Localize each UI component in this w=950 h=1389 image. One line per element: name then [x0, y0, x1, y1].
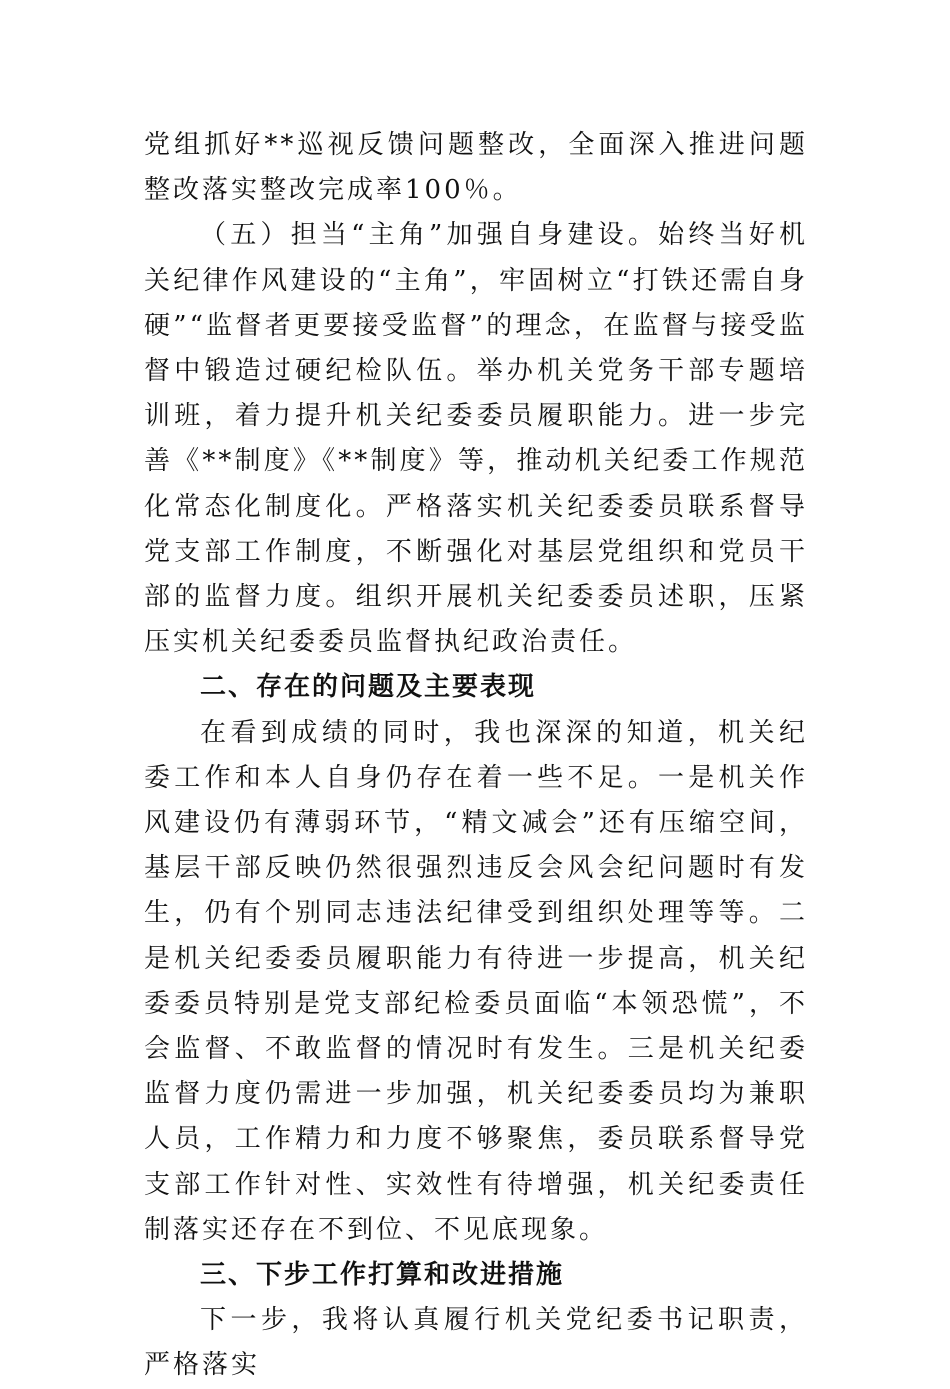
next-steps-paragraph: 下一步，我将认真履行机关党纪委书记职责，严格落实	[144, 1305, 808, 1381]
section-five-paragraph: （五）担当“主角”加强自身建设。始终当好机关纪律作风建设的“主角”，牢固树立“打铁还需自身硬”“监督者更要接受监督”的理念，在监督与接受监督中锻造过硬纪检队伍。举办机关党务干部专题培训班，着力提升机关纪委委员履职能力。进一步完善《**制度》《**制度》等，推动机关纪委工作规范化常态化制度化。严格落实机关纪委委员联系督导党支部工作制度，不断强化对基层党组织和党员干部的监督力度。组织开展机关纪委委员述职，压紧压实机关纪委委员监督执纪政治责任。	[144, 220, 808, 658]
section-three-heading: 三、下步工作打算和改进措施	[200, 1260, 565, 1291]
section-two-heading: 二、存在的问题及主要表现	[200, 672, 537, 703]
document-body	[144, 123, 808, 1389]
continued-paragraph: 党组抓好**巡视反馈问题整改，全面深入推进问题整改落实整改完成率100％。	[144, 130, 808, 206]
problems-paragraph: 在看到成绩的同时，我也深深的知道，机关纪委工作和本人自身仍存在着一些不足。一是机关作风建设仍有薄弱环节，“精文减会”还有压缩空间，基层干部反映仍然很强烈违反会风会纪问题时有发生，仍有个别同志违法纪律受到组织处理等等。二是机关纪委委员履职能力有待进一步提高，机关纪委委员特别是党支部纪检委员面临“本领恐慌”，不会监督、不敢监督的情况时有发生。三是机关纪委监督力度仍需进一步加强，机关纪委委员均为兼职人员，工作精力和力度不够聚焦，委员联系督导党支部工作针对性、实效性有待增强，机关纪委责任制落实还存在不到位、不见底现象。	[144, 717, 808, 1245]
